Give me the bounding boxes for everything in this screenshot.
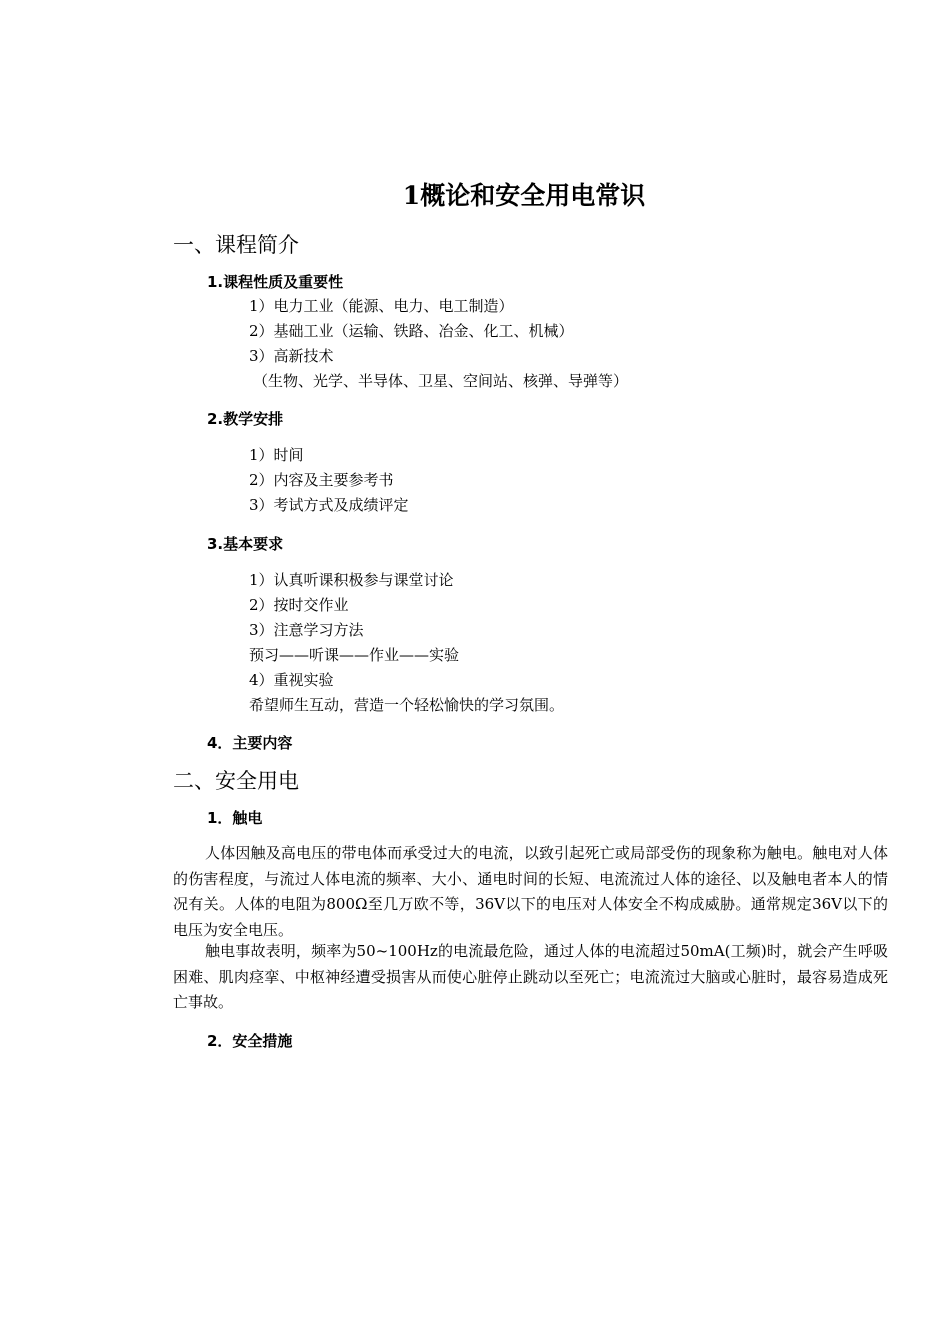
list-item: 1）电力工业（能源、电力、电工制造） [249,297,514,315]
subsection-heading-basic-requirements: 3.基本要求 [207,535,284,553]
subsection-heading-safety-measures: 2．安全措施 [207,1032,293,1050]
paragraph: 触电事故表明，频率为50~100Hz的电流最危险，通过人体的电流超过50mA(工频)时，就会产生呼吸困难、肌肉痉挛、中枢神经遭受损害从而使心脏停止跳动以至死亡；电流流过大脑或心脏时，最容易造成死亡事故。 [173,942,888,1011]
section-heading-course-intro: 一、课程简介 [173,233,299,257]
list-item: 预习——听课——作业——实验 [249,646,460,664]
list-item: 1）时间 [249,446,304,464]
paragraph: 人体因触及高电压的带电体而承受过大的电流，以致引起死亡或局部受伤的现象称为触电。触电对人体的伤害程度，与流过人体电流的频率、大小、通电时间的长短、电流流过人体的途径、以及触电者本人的情况有关。人体的电阻为800Ω至几万欧不等，36V以下的电压对人体安全不构成威胁。通常规定36V以下的电压为安全电压。 [173,844,888,939]
section-heading-electrical-safety: 二、安全用电 [173,769,299,793]
subsection-heading-electric-shock: 1．触电 [207,809,263,827]
list-item: 希望师生互动，营造一个轻松愉快的学习氛围。 [249,696,565,714]
list-item: 3）注意学习方法 [249,621,364,639]
list-item: 1）认真听课积极参与课堂讨论 [249,571,454,589]
list-item: 3）考试方式及成绩评定 [249,496,409,514]
list-item: 2）按时交作业 [249,596,349,614]
list-item: 2）基础工业（运输、铁路、冶金、化工、机械） [249,322,574,340]
list-item: 3）高新技术 [249,347,334,365]
subsection-heading-teaching-plan: 2.教学安排 [207,410,284,428]
subsection-heading-main-content: 4．主要内容 [207,734,293,752]
list-item: 4）重视实验 [249,671,334,689]
list-item: （生物、光学、半导体、卫星、空间站、核弹、导弹等） [253,372,629,390]
list-item: 2）内容及主要参考书 [249,471,394,489]
subsection-heading-course-nature: 1.课程性质及重要性 [207,273,344,291]
page-title: 1概论和安全用电常识 [402,181,646,210]
